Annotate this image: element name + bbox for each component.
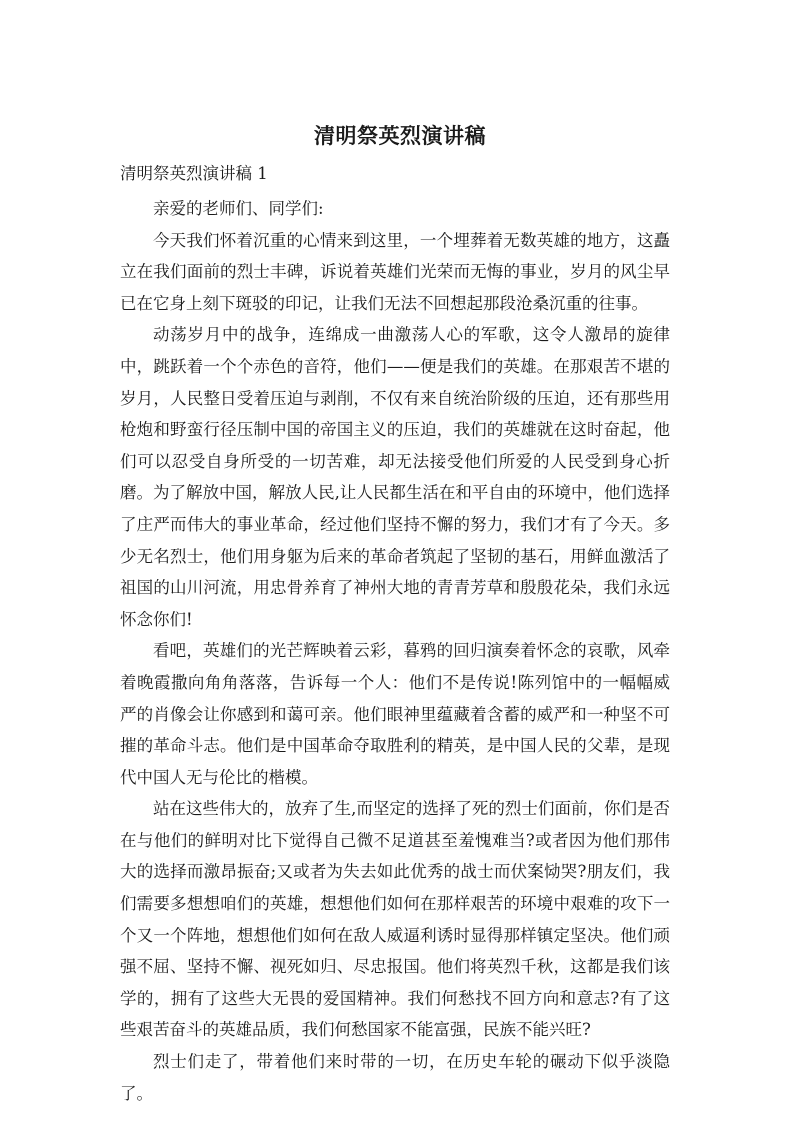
paragraph-greeting: 亲爱的老师们、同学们: <box>153 199 324 218</box>
section-heading: 清明祭英烈演讲稿 1 <box>120 164 268 183</box>
paragraph: 看吧，英雄们的光芒辉映着云彩，暮鸦的回归演奏着怀念的哀歌，风牵着晚霞撒向角角落落，告诉每一个人：他们不是传说!陈列馆中的一幅幅威严的肖像会让你感到和蔼可亲。他们眼神里蕴藏着含蓄的威严和一种坚不可摧的革命斗志。他们是中国革命夺取胜利的精英，是中国人民的父辈，是现代中国人无与伦比的楷模。 <box>120 641 670 787</box>
paragraph: 今天我们怀着沉重的心情来到这里，一个埋葬着无数英雄的地方，这矗立在我们面前的烈士丰碑，诉说着英雄们光荣而无悔的事业，岁月的风尘早已在它身上刻下斑驳的印记，让我们无法不回想起那段沧桑沉重的往事。 <box>120 230 670 313</box>
document-title: 清明祭英烈演讲稿 <box>314 124 486 148</box>
paragraph: 站在这些伟大的，放弃了生,而坚定的选择了死的烈士们面前，你们是否在与他们的鲜明对比下觉得自己微不足道甚至羞愧难当?或者因为他们那伟大的选择而激昂振奋;又或者为失去如此优秀的战士而伏案恸哭?朋友们，我们需要多想想咱们的英雄，想想他们如何在那样艰苦的环境中艰难的攻下一个又一个阵地，想想他们如何在敌人威逼利诱时显得那样镇定坚决。他们顽强不屈、坚持不懈、视死如归、尽忠报国。他们将英烈千秋，这都是我们该学的，拥有了这些大无畏的爱国精神。我们何愁找不回方向和意志?有了这些艰苦奋斗的英雄品质，我们何愁国家不能富强，民族不能兴旺? <box>120 799 670 1040</box>
paragraph: 动荡岁月中的战争，连绵成一曲激荡人心的军歌，这令人激昂的旋律中，跳跃着一个个赤色的音符，他们——便是我们的英雄。在那艰苦不堪的岁月，人民整日受着压迫与剥削，不仅有来自统治阶级的压迫，还有那些用枪炮和野蛮行径压制中国的帝国主义的压迫，我们的英雄就在这时奋起，他们可以忍受自身所受的一切苦难，却无法接受他们所爱的人民受到身心折磨。为了解放中国，解放人民,让人民都生活在和平自由的环境中，他们选择了庄严而伟大的事业革命，经过他们坚持不懈的努力，我们才有了今天。多少无名烈士，他们用身躯为后来的革命者筑起了坚韧的基石，用鲜血激活了祖国的山川河流，用忠骨养育了神州大地的青青芳草和殷殷花朵，我们永远怀念你们! <box>120 325 670 629</box>
paragraph: 烈士们走了，带着他们来时带的一切，在历史车轮的碾动下似乎淡隐了。 <box>120 1052 670 1103</box>
document-body <box>120 193 670 1109</box>
